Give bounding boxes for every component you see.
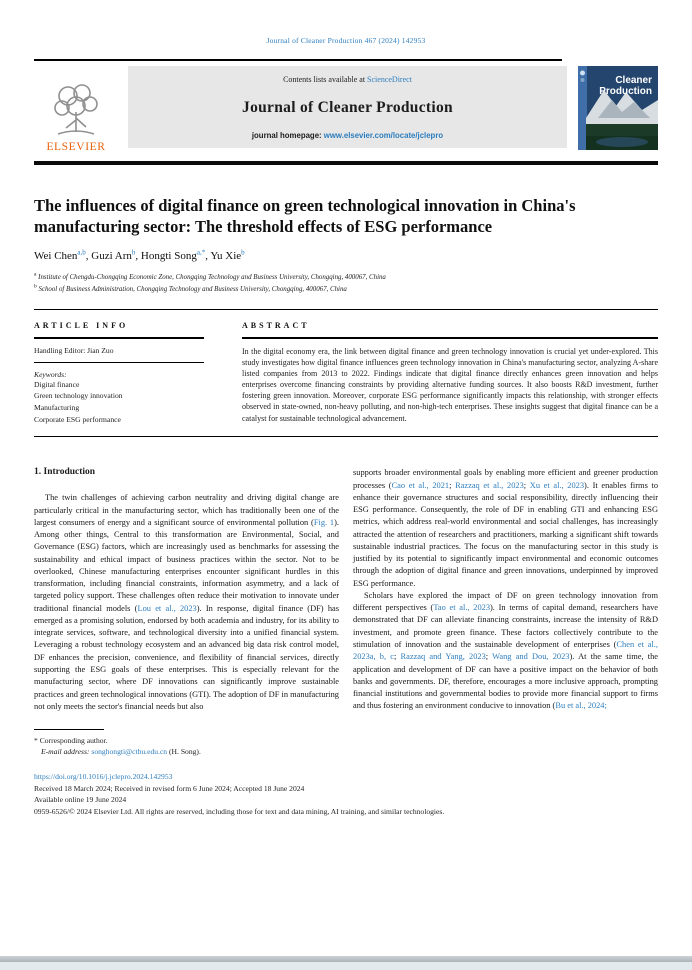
keywords-label: Keywords: [34,369,67,379]
affiliation-line: $^b$ School of Business Administration, Chongqing Technology and Business University, Chongqing, 400067, China [34,283,347,294]
viewer-bottom-edge [0,956,692,970]
article-page [0,36,692,818]
received-dates: Received 18 March 2024; Received in revised form 6 June 2024; Accepted 18 June 2024 [34,783,305,793]
article-footer [34,771,658,818]
email-link[interactable]: songhongti@ctbu.edu.cn [91,747,168,757]
author-name[interactable]: Yu Xie [210,250,242,263]
keywords-list [34,379,204,426]
citation-link[interactable]: Bu et al., 2024; [555,701,607,711]
masthead-box [128,66,567,148]
right-column [353,467,658,713]
svg-text:Cleaner: Cleaner [615,75,652,86]
author-affiliation-sup: b [241,248,245,257]
citation-link[interactable]: Razzaq and Yang, 2023 [400,652,486,662]
divider [34,337,204,338]
author-affiliation-sup: a,b [77,248,86,257]
doi-link[interactable]: https://doi.org/10.1016/j.jclepro.2024.142953 [34,771,173,781]
copyright-line: 0959-6526/© 2024 Elsevier Ltd. All rights are reserved, including those for text and data mining, AI training, and similar technologies. [34,807,445,817]
citation-link[interactable]: Wang and Dou, 2023 [492,652,570,662]
email-label: E-mail address: [41,747,90,757]
introduction-section [34,467,658,713]
header-bottom-rule [34,161,658,165]
handling-editor: Handling Editor: Jian Zuo [34,345,114,355]
intro-paragraph-right-1: supports broader environmental goals by enabling more efficient and greener production processes (Cao et al., 2021; Razzaq et al., 2023; Xu et al., 2023). It enables firms to enhance their governance structures and social responsibility, directly influencing their ESG performance. Consequently, the role of DF in enabling GTI and enhancing ESG metrics, which address real-world environmental and social challenges, has increasingly attracted the attention of researchers and practitioners, marking a significant shift towards sustainable industrial practices. The focus on the manufacturing sector in this study is justified by its potential to significantly impact environmental and economic outcomes through the adoption of digital finance and green innovations, underpinned by improved ESG performance. [353,468,659,588]
keyword-item: Corporate ESG performance [34,414,121,424]
viewer-background [0,962,692,970]
elsevier-wordmark: ELSEVIER [46,141,106,153]
header-top-rule [34,59,562,61]
available-online: Available online 19 June 2024 [34,795,127,805]
contents-prefix: Contents lists available at [283,75,368,84]
email-suffix: (H. Song). [167,747,201,757]
citation-link[interactable]: Chen et al., 2023a, b, c [353,640,658,662]
abstract-column [242,321,658,425]
article-info-column [34,321,204,425]
author-name[interactable]: Wei Chen [34,250,78,263]
elsevier-logo [34,66,118,155]
info-abstract-section [34,310,658,435]
introduction-heading: 1. Introduction [34,467,96,478]
keyword-item: Digital finance [34,379,80,389]
abstract-text: In the digital economy era, the link between digital finance and green technology innovation is crucial yet under-explored. This study investigates how digital finance influences green technology innovation in China's manufacturing sector, analyzing A-share listed companies from 2013 to 2022. Findings indicate that digital finance directly enhances green innovation and helps enterprises overcome financing constraints by providing alternative funding sources. It also boosts R&D investment, further fostering green innovation. Moreover, corporate ESG performance significantly impacts this relationship, with stronger effects observed in state-owned, non-heavy polluting, and non-high-tech enterprises. These insights suggest that digital finance can be a catalyst for sustainable technological advancement. [242,346,658,423]
divider [242,337,658,338]
citation-link[interactable]: Xu et al., 2023 [529,480,585,490]
affiliation-line: $^a$ Institute of Chengdu-Chongqing Economic Zone, Chongqing Technology and Business University, Chongqing, 400067, China [34,272,386,282]
keyword-item: Green technology innovation [34,391,123,401]
homepage-line [252,131,443,140]
abstract-heading: ABSTRACT [242,321,310,331]
info-section-bottom-rule [34,436,658,438]
intro-paragraph-right-2: Scholars have explored the impact of DF on green technology innovation from different perspectives (Tao et al., 2023). In terms of capital demand, researchers have demonstrated that DF can alleviate financing constraints, increase the intensity of R&D investment, and promote green finance. These factors collectively contribute to the stimulation of innovation and the sustainable development of enterprises (Chen et al., 2023a, b, c; Razzaq and Yang, 2023; Wang and Dou, 2023). At the same time, the application and development of DF can have a positive impact on the behavior of both banks and governments. DF, therefore, encourages a more inclusive approach, prompting financial institutions and governmental bodies to provide more financial support to firms and thus fostering an environment conducive to innovation (Bu et al., 2024; [353,590,658,711]
elsevier-tree-icon [48,82,104,140]
journal-citation: Journal of Cleaner Production 467 (2024) 142953 [266,36,426,45]
article-info-heading: ARTICLE INFO [34,321,129,331]
author-affiliation-sup: a,* [196,248,206,257]
author-name[interactable]: Guzi Arn [91,250,132,263]
homepage-url-link[interactable]: www.elsevier.com/locate/jclepro [323,131,444,140]
author-name[interactable]: Hongti Song [140,250,197,263]
homepage-prefix: journal homepage: [251,131,324,140]
journal-cover-thumbnail[interactable] [578,66,658,155]
article-title: The influences of digital finance on green technological innovation in China's manufacturing sector: The threshold effects of ESG performance [34,195,576,236]
footnote-rule [34,729,104,730]
authors-line: Wei Chen$^{a,b}$, Guzi Arn$^b$, Hongti Song$^{a,*}$, Yu Xie$^b$ [34,248,245,263]
keyword-item: Manufacturing [34,403,80,413]
journal-masthead [34,66,658,155]
email-line [34,746,658,757]
citation-link[interactable]: Fig. 1 [313,517,335,527]
sciencedirect-link[interactable]: ScienceDirect [367,75,412,84]
citation-link[interactable]: Cao et al., 2021 [391,480,450,490]
svg-text:Production: Production [599,86,652,97]
citation-link[interactable]: Tao et al., 2023 [433,603,491,613]
intro-paragraph-left: The twin challenges of achieving carbon neutrality and driving digital change are particularly critical in the manufacturing sector, which has traditionally been one of the largest consumers of energy and a significant source of environmental pollution (Fig. 1). Among other things, Central to this transformation are Environmental, Social, and Governance (ESG) factors, which are increasingly used as benchmarks for assessing the sustainability and ethical impact of business practices within the sector. Not to be overlooked, Chinese manufacturing enterprises encounter significant hurdles in this transformation, including financial constraints, information asymmetry, and a lack of targeted policy support. These challenges often reduce their motivation to innovate under traditional financial models (Lou et al., 2023). In response, digital finance (DF) has emerged as a promising solution, endorsed by both academia and industry, for its ability to integrate services, software, and technological diversity into a unified financial system. Leveraging a robust technology ecosystem and an advanced big data risk control model, DF enhances the precision, convenience, and flexibility of financial services, directly supporting the ESG goals of these enterprises. This is especially relevant for the manufacturing sector, where DF innovations can significantly improve sustainable practices and green technological innovations (GTI). The adoption of DF in manufacturing not only meets the sector's financial needs but also [34,493,339,711]
divider [34,362,204,363]
author-affiliation-sup: b [131,248,136,257]
journal-title: Journal of Cleaner Production [242,98,453,116]
contents-line [283,75,412,84]
left-column [34,467,339,713]
footnote-block [34,729,658,758]
citation-link[interactable]: Lou et al., 2023 [137,603,197,613]
corresponding-author-note: * Corresponding author. [34,736,108,746]
affiliations [34,272,658,295]
citation-link[interactable]: Razzaq et al., 2023 [455,480,524,490]
